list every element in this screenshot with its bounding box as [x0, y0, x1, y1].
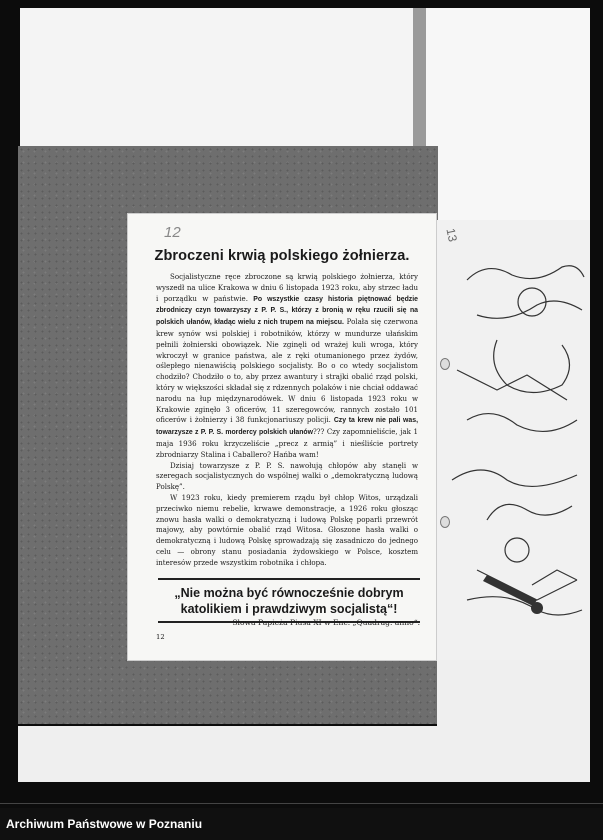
paragraph-text: W 1923 roku, kiedy premierem rządu był chłop Witos, urządzali przeciwko niemu rebelie, krwawe demonstracje, a 1926 roku głosząc znowu hasła walki o demokratyczną i ludową Polskę poparli przewrót majowy, aby powtórnie obalić rząd Witosa. Głoszone hasła walki o demokratyczną i ludową Polskę sprowadzają się zasadniczo do jednego celu — obrony stanu posiadania żydowskiego w Polsce, kosztem interesów przede wszystkim robotnika i chłopa. [156, 492, 418, 567]
emphasized-text: Czy ta krew nie pali was, towarzysze z P. P. S. mordercy polskich ułanów [156, 417, 418, 437]
handwritten-page-number: 12 [164, 224, 181, 241]
document-body [156, 272, 418, 569]
scan-background-right-lower [437, 660, 590, 726]
adjacent-page-number: 13 [443, 227, 460, 243]
paragraph-text: Polała się czerwona krew synów wsi polskiej i robotników, którzy w mundurze ułańskim pełnili żołnierski obowiązek. Nie zginęli od wrażej kuli wroga, który wkroczył w granice państwa, ale z ręki otumanionego przez żydów, oślepłego nienawiścią polskiego socjalisty. Bo o co wtedy socjalistom chodziło? Chodziło o to, aby przez awantury i strajki obalić rząd polski, który w większości składał się z rdzennych polaków i nie chciał oddawać narodu na łup międzynarodówek. W dniu 6 listopada 1923 roku w Krakowie zginęło 3 oficerów, 11 szeregowców, rannych zostało 101 oficerów i żołnierzy i 38 funkcjonariuszy policji. [156, 317, 418, 425]
paragraph-text: Dzisiaj towarzysze z P. P. S. nawołują chłopów aby stanęli w szeregach socjalistycznych do wspólnej walki o „demokratyczną ludową Polskę”. [156, 460, 418, 492]
scan-background-top [20, 8, 413, 146]
document-title: Zbroczeni krwią polskiego żołnierza. [154, 248, 410, 264]
archive-footer [0, 808, 603, 840]
paragraph-text: ??? Czy zapomnieliście, jak 1 maja 1936 roku krzyczeliście „precz z armią” i nieśliście portrety zbrodniarzy Stalina i Caballero? Hańba wam! [156, 427, 418, 459]
body-paragraph [156, 493, 418, 569]
page-footer-number: 12 [156, 633, 165, 641]
binder-ring-lower [440, 516, 450, 528]
body-paragraph [156, 272, 418, 461]
binder-ring-upper [440, 358, 450, 370]
footer-rule [0, 803, 603, 804]
archive-label: Archiwum Państwowe w Poznaniu [6, 817, 203, 831]
scan-divider-strip [413, 8, 426, 154]
quote-attribution: Słowa Papieża Piusa XI w Enc. „Quadrag. anno“. [232, 618, 420, 627]
adjacent-page [437, 220, 590, 660]
paragraph-text: Socjalistyczne ręce zbroczone są krwią polskiego żołnierza, który wyszedł na ulice Krakowa w dniu 6 listopada 1923 roku, aby strzec ładu i porządku w państwie. [156, 272, 418, 303]
body-paragraph [156, 461, 418, 493]
scan-background-right [426, 8, 590, 220]
document-page [128, 214, 436, 660]
adjacent-page-illustration [437, 220, 590, 660]
emphasized-text: Po wszystkie czasy historia piętnować będzie zbrodniczy czyn towarzyszy z P. P. S., którzy z bronią w ręku rzucili się na polskich ułanów, kładąc wielu z nich trupem na miejscu. [156, 295, 418, 327]
scan-background-bottom [18, 726, 590, 782]
pope-quote: „Nie można być równocześnie dobrym katolikiem i prawdziwym socjalistą“! [158, 578, 420, 623]
